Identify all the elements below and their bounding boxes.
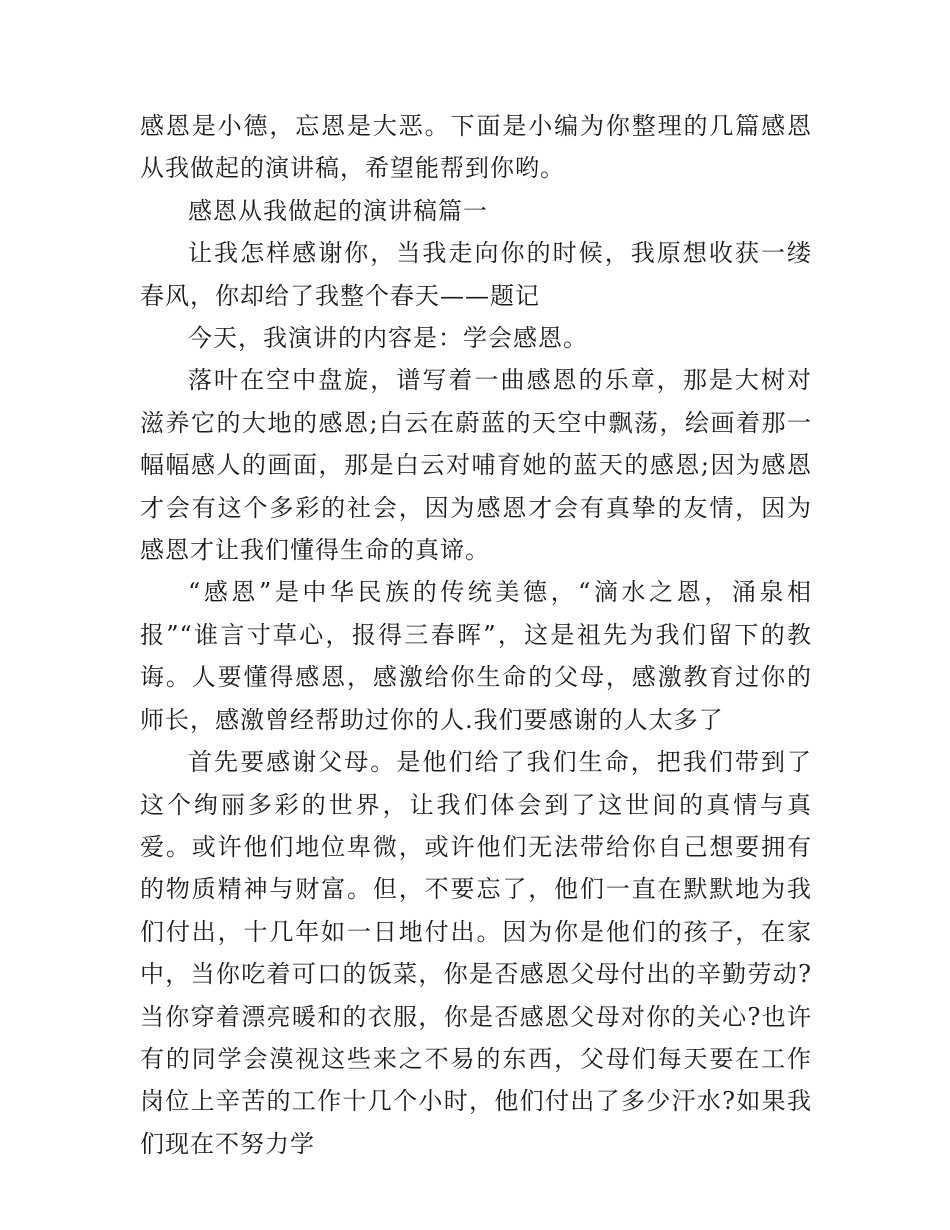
topic-paragraph: 今天，我演讲的内容是：学会感恩。: [188, 324, 588, 353]
document-body: [140, 105, 812, 1165]
body-paragraph: “感恩”是中华民族的传统美德，“滴水之恩，涌泉相报”“谁言寸草心，报得三春晖”，这是祖先为我们留下的教诲。人要懂得感恩，感激给你生命的父母，感激教育过你的师长，感激曾经帮助过你的人.我们要感谢的人太多了: [140, 578, 812, 734]
section-heading: 感恩从我做起的演讲稿篇一: [188, 196, 488, 225]
body-paragraph: 首先要感谢父母。是他们给了我们生命，把我们带到了这个绚丽多彩的世界，让我们体会到了这世间的真情与真爱。或许他们地位卑微，或许他们无法带给你自己想要拥有的物质精神与财富。但，不要忘了，他们一直在默默地为我们付出，十几年如一日地付出。因为你是他们的孩子，在家中，当你吃着可口的饭菜，你是否感恩父母付出的辛勤劳动?当你穿着漂亮暖和的衣服，你是否感恩父母对你的关心?也许有的同学会漠视这些来之不易的东西，父母们每天要在工作岗位上辛苦的工作十几个小时，他们付出了多少汗水?如果我们现在不努力学: [140, 748, 812, 1158]
epigraph-paragraph: 让我怎样感谢你，当我走向你的时候，我原想收获一缕春风，你却给了我整个春天——题记: [140, 239, 812, 310]
body-paragraph: 落叶在空中盘旋，谱写着一曲感恩的乐章，那是大树对滋养它的大地的感恩;白云在蔚蓝的天空中飘荡，绘画着那一幅幅感人的画面，那是白云对哺育她的蓝天的感恩;因为感恩才会有这个多彩的社会，因为感恩才会有真挚的友情，因为感恩才让我们懂得生命的真谛。: [140, 366, 812, 565]
intro-paragraph: 感恩是小德，忘恩是大恶。下面是小编为你整理的几篇感恩从我做起的演讲稿，希望能帮到你哟。: [140, 112, 812, 183]
